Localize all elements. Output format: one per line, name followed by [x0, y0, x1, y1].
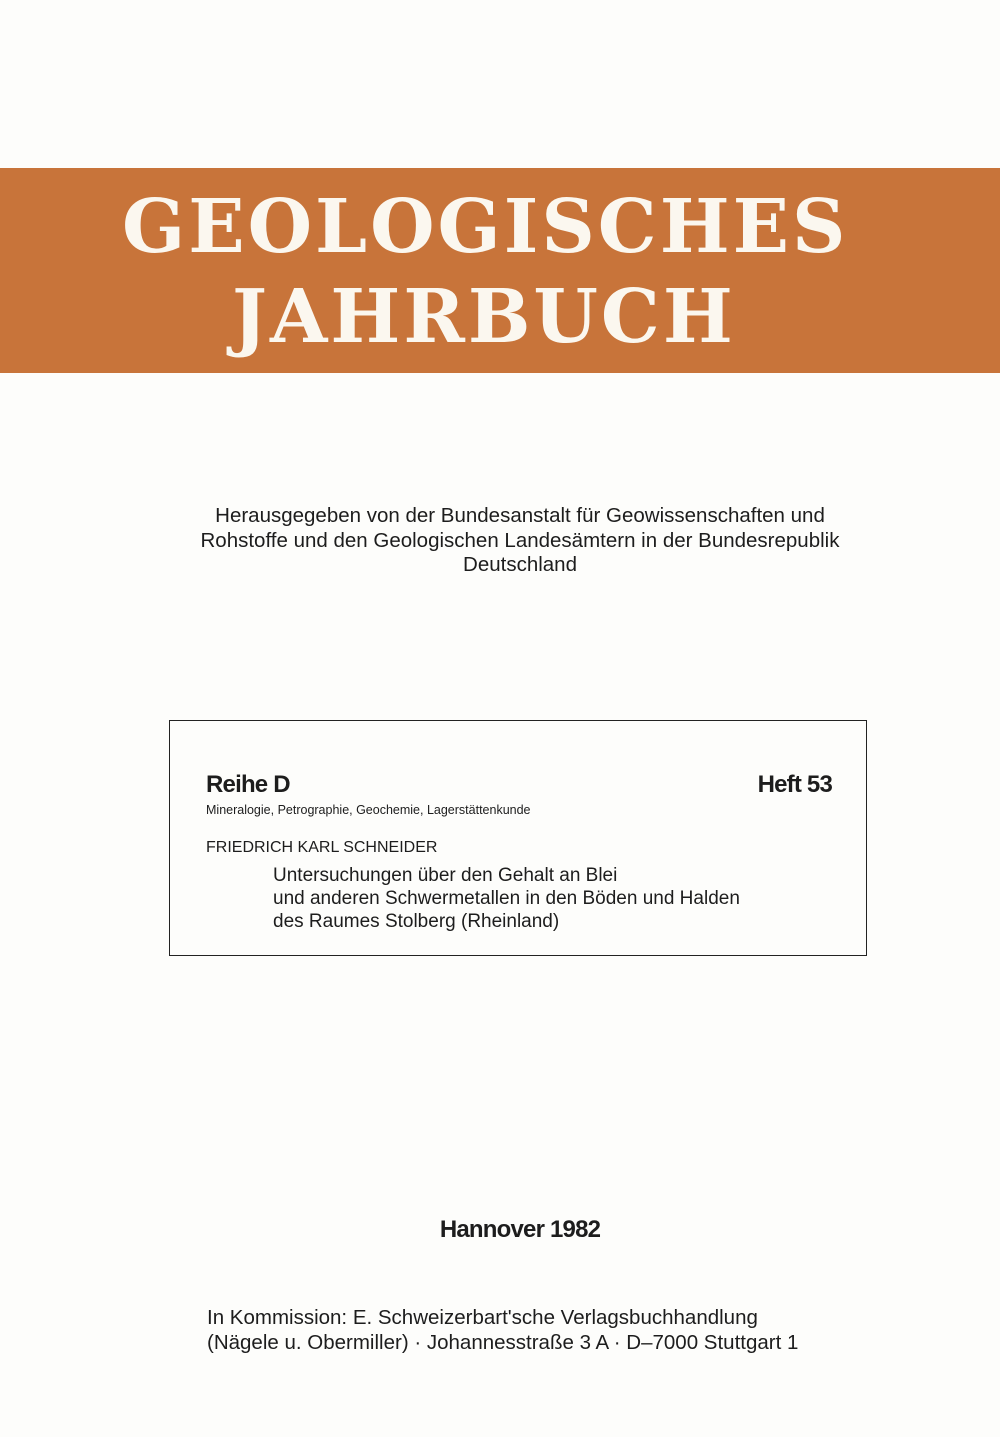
- commission-line-2: (Nägele u. Obermiller) · Johannesstraße 3 A · D–7000 Stuttgart 1: [207, 1330, 799, 1354]
- series-label: Reihe D: [206, 771, 290, 798]
- issue-number: Heft 53: [757, 771, 832, 798]
- publisher-statement: [0, 504, 1000, 578]
- publisher-line-3: Deutschland: [463, 553, 577, 576]
- article-title-line-3: des Raumes Stolberg (Rheinland): [273, 911, 560, 932]
- issue-info-box: [169, 720, 867, 956]
- publisher-line-1: Herausgegeben von der Bundesanstalt für Geowissenschaften und: [215, 504, 825, 527]
- journal-title-line-1: GEOLOGISCHES: [122, 184, 849, 270]
- publisher-line-2: Rohstoffe und den Geologischen Landesämtern in der Bundesrepublik: [200, 528, 840, 552]
- author-name: FRIEDRICH KARL SCHNEIDER: [206, 839, 438, 856]
- article-title-line-1: Untersuchungen über den Gehalt an Blei: [273, 865, 618, 886]
- article-title: [273, 864, 740, 933]
- journal-title-line-2: JAHRBUCH: [232, 274, 736, 360]
- place-and-year: Hannover 1982: [439, 1216, 601, 1243]
- article-title-line-2: und anderen Schwermetallen in den Böden und Halden: [273, 888, 740, 909]
- series-subjects: Mineralogie, Petrographie, Geochemie, Lagerstättenkunde: [206, 803, 531, 817]
- commission-statement: [207, 1306, 798, 1355]
- commission-line-1: In Kommission: E. Schweizerbart'sche Verlagsbuchhandlung: [207, 1306, 758, 1329]
- journal-title-banner: [0, 168, 1000, 373]
